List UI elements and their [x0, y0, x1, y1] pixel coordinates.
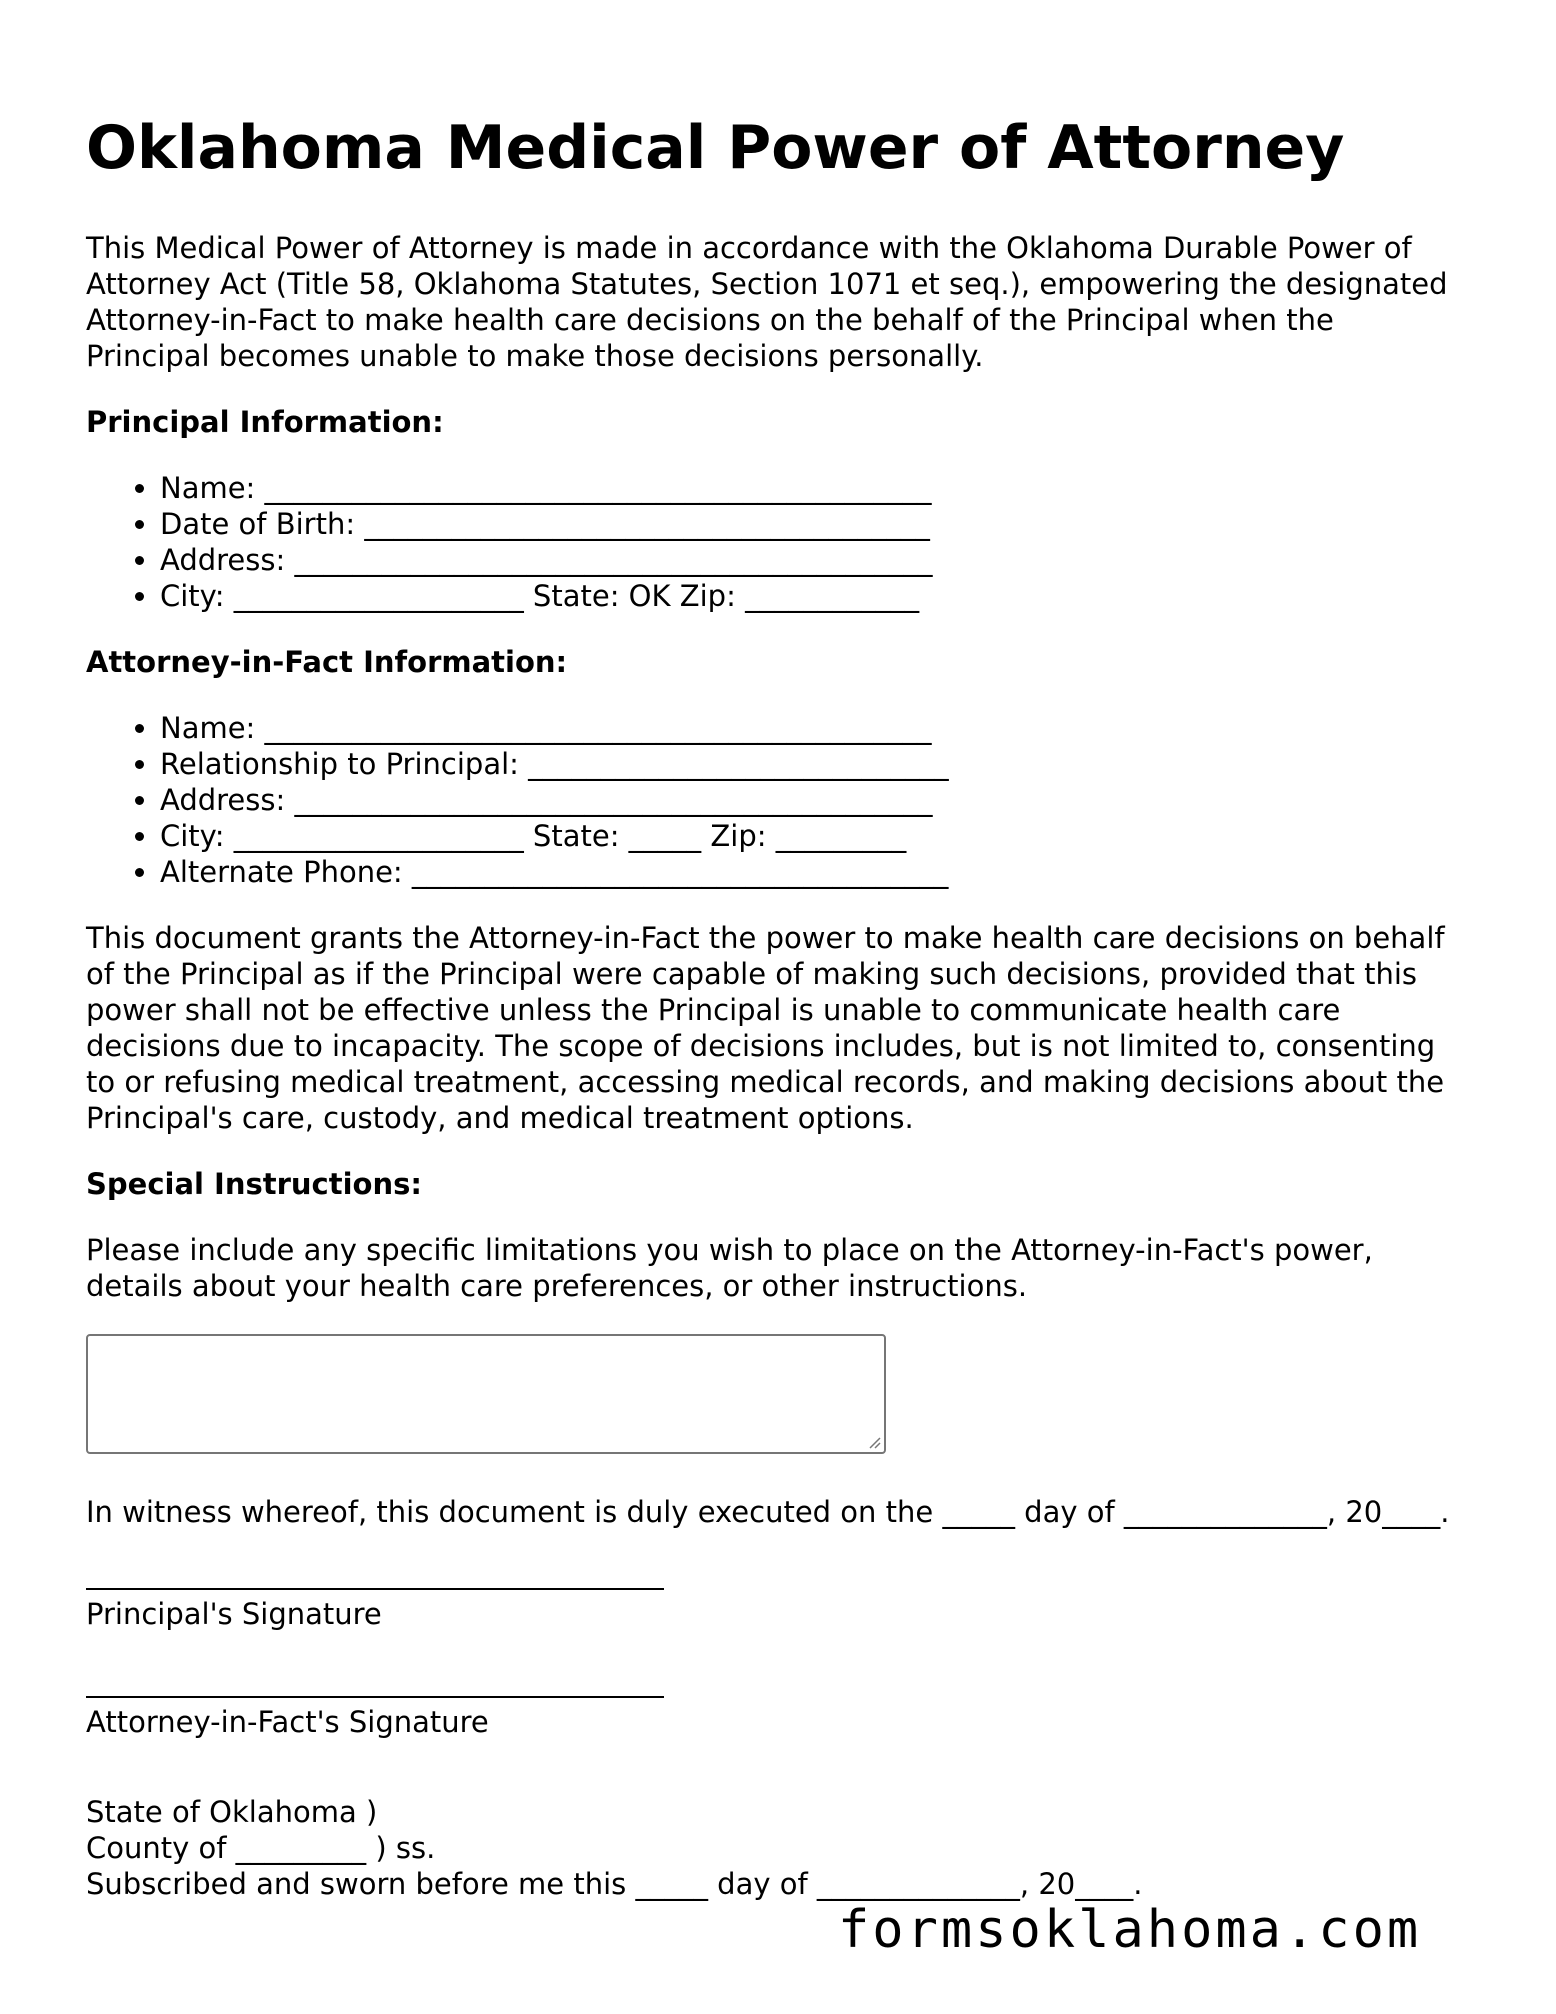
principal-address-field[interactable]: • Address: ____________________________________________	[160, 542, 1466, 578]
document-page	[86, 110, 1466, 1902]
special-instructions-heading: Special Instructions:	[86, 1167, 422, 1201]
watermark-text: formsoklahoma.com	[838, 1900, 1422, 1960]
attorney-signature-label: Attorney-in-Fact's Signature	[86, 1705, 489, 1739]
attorney-signature-line[interactable]	[86, 1696, 664, 1698]
attorney-heading: Attorney-in-Fact Information:	[86, 645, 568, 679]
resize-handle-icon[interactable]	[867, 1435, 881, 1449]
attorney-phone-field[interactable]: • Alternate Phone: _____________________________________	[160, 854, 1466, 890]
principal-heading: Principal Information:	[86, 405, 444, 439]
principal-city-state-zip-field[interactable]: • City: ____________________ State: OK Zip: ____________	[160, 578, 1466, 614]
special-instructions-prompt: Please include any specific limitations you wish to place on the Attorney-in-Fact's power, details about your health care preferences, or other instructions.	[86, 1233, 1373, 1303]
attorney-fields	[86, 710, 1466, 890]
notary-sworn: Subscribed and sworn before me this _____ day of ______________, 20____.	[86, 1867, 1143, 1901]
principal-signature-block[interactable]	[86, 1588, 1466, 1632]
attorney-address-field[interactable]: • Address: ____________________________________________	[160, 782, 1466, 818]
principal-signature-line[interactable]	[86, 1588, 664, 1590]
powers-paragraph: This document grants the Attorney-in-Fact the power to make health care decisions on behalf of the Principal as if the Principal were capable of making such decisions, provided that this power shall not be effective unless the Principal is unable to communicate health care decisions due to incapacity. The scope of decisions includes, but is not limited to, consenting to or refusing medical treatment, accessing medical records, and making decisions about the Principal's care, custody, and medical treatment options.	[86, 921, 1445, 1135]
principal-name-field[interactable]: • Name: ______________________________________________	[160, 470, 1466, 506]
principal-fields	[86, 470, 1466, 614]
attorney-city-state-zip-field[interactable]: • City: ____________________ State: _____ Zip: _________	[160, 818, 1466, 854]
notary-block	[86, 1794, 1466, 1902]
special-instructions-textarea[interactable]	[86, 1334, 886, 1454]
attorney-signature-block[interactable]	[86, 1696, 1466, 1740]
principal-signature-label: Principal's Signature	[86, 1597, 382, 1631]
page-title: Oklahoma Medical Power of Attorney	[86, 113, 1345, 183]
principal-dob-field[interactable]: • Date of Birth: _______________________________________	[160, 506, 1466, 542]
attorney-relationship-field[interactable]: • Relationship to Principal: _____________________________	[160, 746, 1466, 782]
attorney-name-field[interactable]: • Name: ______________________________________________	[160, 710, 1466, 746]
notary-state: State of Oklahoma )	[86, 1795, 378, 1829]
intro-paragraph: This Medical Power of Attorney is made in accordance with the Oklahoma Durable Power of Attorney Act (Title 58, Oklahoma Statutes, Section 1071 et seq.), empowering the designated Attorney-in-Fact to make health care decisions on the behalf of the Principal when the Principal becomes unable to make those decisions personally.	[86, 231, 1448, 373]
notary-county: County of _________ ) ss.	[86, 1831, 436, 1865]
witness-paragraph: In witness whereof, this document is duly executed on the _____ day of ______________, 20____.	[86, 1495, 1450, 1529]
